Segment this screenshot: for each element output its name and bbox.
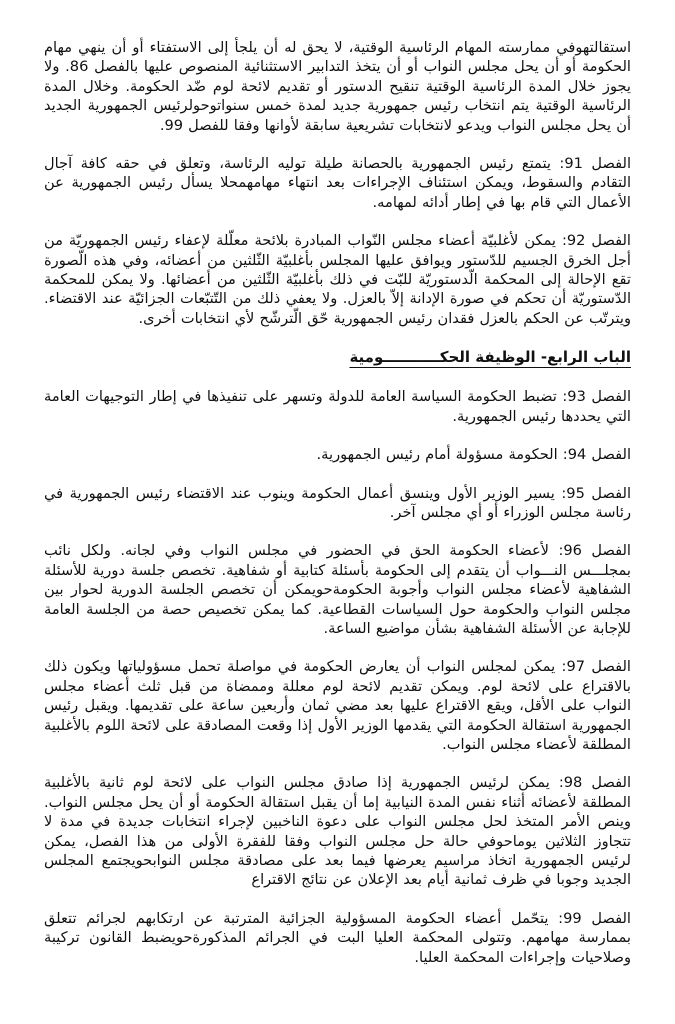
paragraph-article-97: الفصل 97: يمكن لمجلس النواب أن يعارض الحكومة في مواصلة تحمل مسؤولياتها ويكون ذلك بالاقتراع على لائحة لوم. ويمكن تقديم لائحة لوم معللة وممضاة من قبل ثلث أعضاء مجلس النواب على الأقل، ويقع الاقتراع عليها بعد مضي ثمان وأربعين ساعة على تقديمها. ويقبل رئيس الجمهورية استقالة الحكومة التي يقدمها الوزير الأول إذا وقعت المصادقة على لائحة اللوم بالأغلبية المطلقة لأعضاء مجلس النواب. (44, 658, 631, 753)
paragraph-article-98: الفصل 98: يمكن لرئيس الجمهورية إذا صادق مجلس النواب على لائحة لوم ثانية بالأغلبية المطلقة لأعضائه أثناء نفس المدة النيابية إما أن يقبل استقالة الحكومة أو أن يحل مجلس النواب. وينص الأمر المتخذ لحل مجلس النواب على دعوة الناخبين لإجراء انتخابات جديدة في مدة لا تتجاوز الثلاثين يوماحوفي حالة حل مجلس النواب وفقا للفقرة الأولى من هذا الفصل، يمكن لرئيس الجمهورية اتخاذ مراسيم يعرضها فيما بعد على مصادقة مجلس النوابحويجتمع المجلس الجديد وجوبا في ظرف ثمانية أيام بعد الإعلان عن نتائج الاقتراع (44, 774, 632, 889)
chapter-heading: الباب الرابع- الوظيفة الحكـــــــــــومية (349, 348, 631, 367)
paragraph-article-92: الفصل 92: يمكن لأغلبيّة أعضاء مجلس النّواب المبادرة بلائحة معلّلة لإعفاء رئيس الجمهوريّة من أجل الخرق الجسيم للدّستور ويوافق عليها المجلس بأغلبيّة الثّلثين من أعضائه، وفي هذه الّصورة تقع الإحالة إلى المحكمة الّدستوريّة للبّت في ذلك بأغلبيّة الثّلثين من أعضائها. ولا يمكن للمحكمة الدّستوريّة أن تحكم في صورة الإدانة إلاّ بالعزل. ولا يعفي ذلك من التّتبّعات الجزائيّة عند الاقتضاء. ويترتّب عن الحكم بالعزل فقدان رئيس الجمهورية حّق الّترشّح لأي انتخابات أخرى. (44, 232, 631, 327)
paragraph-article-96: الفصل 96: لأعضاء الحكومة الحق في الحضور في مجلس النواب وفي لجانه. ولكل نائب بمجلـــس النـــواب أن يتقدم إلى الحكومة بأسئلة كتابية أو شفاهية. تخصص جلسة دورية للأسئلة الشفاهية لأعضاء مجلس النواب وأجوبة الحكومةحويمكن أن تخصص الجلسة الدورية لحوار بين مجلس النواب والحكومة حول السياسات القطاعية. كما يمكن تخصيص حصة من الجلسة العامة للإجابة عن الأسئلة الشفاهية بشأن مواضيع الساعة. (44, 542, 631, 637)
paragraph-transitional-presidency: استقالتهوفي ممارسته المهام الرئاسية الوقتية، لا يحق له أن يلجأ إلى الاستفتاء أو أن ينهي مهام الحكومة أو أن يحل مجلس النواب أو أن يتخذ التدابير الاستثنائية المنصوص عليها بالفصل 86. ولا يجوز خلال المدة الرئاسية الوقتية تنقيح الدستور أو تقديم لائحة لوم ضّد الحكومة. وخلال المدة الرئاسية الوقتية يتم انتخاب رئيس جمهورية جديد لمدة خمس سنواتوحولرئيس الجمهورية الجديد أن يحل مجلس النواب ويدعو لانتخابات تشريعية سابقة لأوانها وفقا للفصل 99. (44, 39, 631, 134)
paragraph-article-99: الفصل 99: يتحّمل أعضاء الحكومة المسؤولية الجزائية المترتبة عن ارتكابهم لجرائم تتعلق بممارسة مهامهم. وتتولى المحكمة العليا البت في الجرائم المذكورةحويضبط القانون تركيبة وصلاحيات وإجراءات المحكمة العليا. (44, 909, 631, 966)
paragraph-article-93: الفصل 93: تضبط الحكومة السياسة العامة للدولة وتسهر على تنفيذها في إطار التوجيهات العامة التي يحددها رئيس الجمهورية. (44, 388, 631, 425)
paragraph-article-95: الفصل 95: يسير الوزير الأول وينسق أعمال الحكومة وينوب عند الاقتضاء رئيس الجمهورية في رئاسة مجلس الوزراء أو أي مجلس آخر. (44, 484, 631, 521)
paragraph-article-94: الفصل 94: الحكومة مسؤولة أمام رئيس الجمهورية. (316, 446, 631, 464)
paragraph-article-91: الفصل 91: يتمتع رئيس الجمهورية بالحصانة طيلة توليه الرئاسة، وتعلق في حقه كافة آجال التقادم والسقوط، ويمكن استئناف الإجراءات بعد انتهاء مهامهمحلا يسأل رئيس الجمهورية عن الأعمال التي قام بها في إطار أدائه لمهامه. (44, 155, 632, 211)
